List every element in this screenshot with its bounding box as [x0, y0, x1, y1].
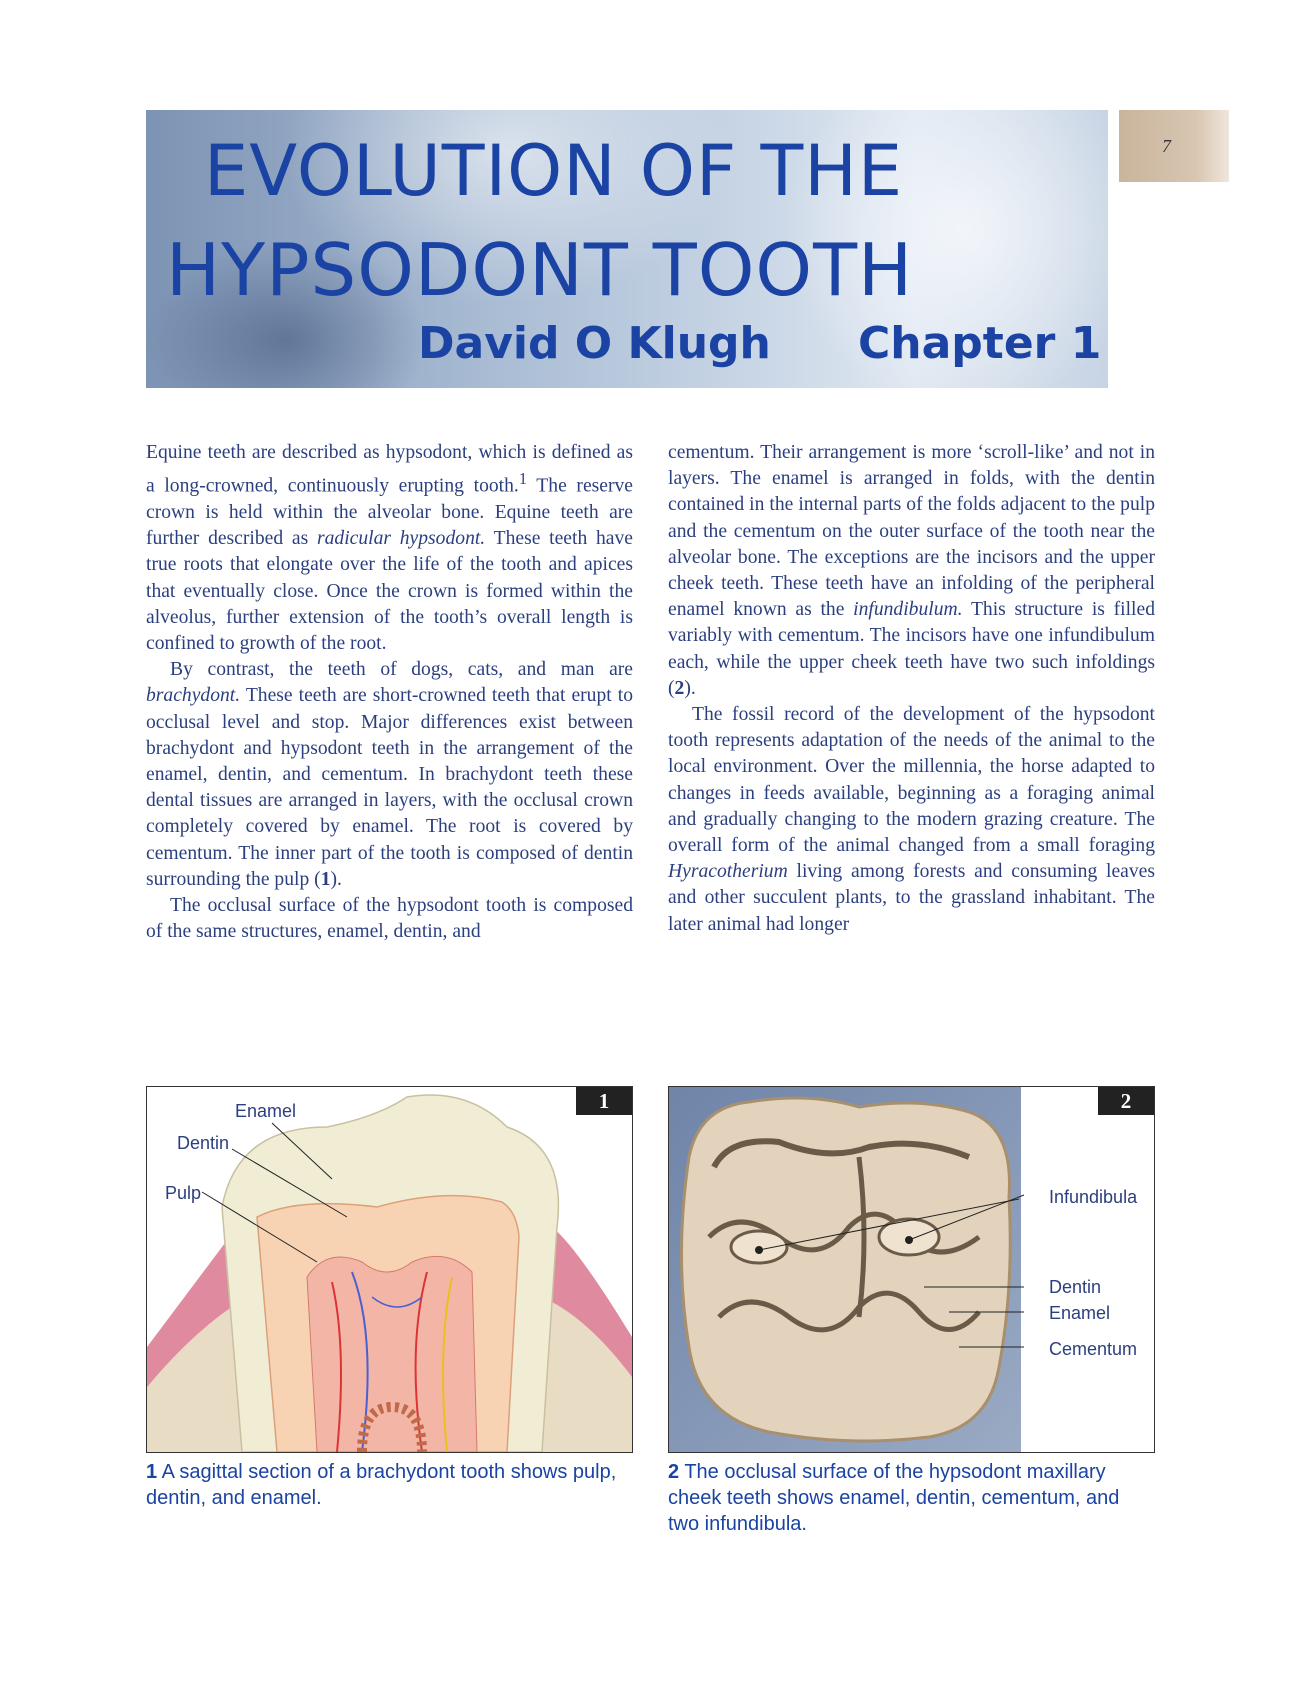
label-pulp: Pulp: [165, 1183, 202, 1203]
label-enamel: Enamel: [1049, 1303, 1111, 1323]
chapter-label: Chapter 1: [858, 318, 1102, 369]
label-dentin: Dentin: [1049, 1277, 1102, 1297]
figure-ref: 1: [320, 868, 331, 890]
paragraph: The occlusal surface of the hypsodont tooth is composed of the same structures, enamel, dentin, and: [146, 894, 633, 943]
figure-2-caption: 2 The occlusal surface of the hypsodont maxillary cheek teeth shows enamel, dentin, cementum, and two infundibula.: [668, 1461, 1120, 1535]
label-cementum: Cementum: [1049, 1339, 1138, 1359]
chapter-title-line1: EVOLUTION OF THE: [204, 130, 904, 212]
page-tab: [1119, 110, 1229, 182]
occlusal-surface-photo: [669, 1087, 1154, 1452]
text-column-left: [146, 440, 633, 945]
author-name: David O Klugh: [418, 318, 771, 369]
label-infundibula: Infundibula: [1049, 1187, 1138, 1207]
chapter-title-line2: HYPSODONT TOOTH: [166, 228, 914, 312]
chapter-banner: [146, 110, 1108, 388]
paragraph: Equine teeth are described as hypsodont, which is defined as a long-crowned, continuously erupting tooth.$^1$ The reserve crown is held within the alveolar bone. Equine teeth are further described as radicular hypsodont. These teeth have true roots that elongate over the life of the tooth and apices that eventually close. Once the crown is formed within the alveolus, further extension of the tooth’s overall length is confined to growth of the root.: [146, 442, 633, 654]
label-enamel: Enamel: [235, 1101, 297, 1121]
figure-ref: 2: [674, 677, 685, 699]
figure-2-occlusal-photo: [668, 1086, 1155, 1453]
figure-1-caption: 1 A sagittal section of a brachydont tooth shows pulp, dentin, and enamel.: [146, 1461, 617, 1509]
paragraph: cementum. Their arrangement is more ‘scroll-like’ and not in layers. The enamel is arranged in folds, with the dentin contained in the internal parts of the folds adjacent to the pulp and the cementum on the outer surface of the tooth near the alveolar bone. The exceptions are the incisors and the upper cheek teeth. These teeth have an infolding of the peripheral enamel known as the infundibulum. This structure is filled variably with cementum. The incisors have one infundibulum each, while the upper cheek teeth have two such infoldings (2).: [668, 442, 1155, 699]
paragraph: The fossil record of the development of the hypsodont tooth represents adaptation of the needs of the animal to the local environment. Over the millennia, the horse adapted to changes in feeds available, beginning as a foraging animal and gradually changing to the modern grazing creature. The overall form of the animal changed from a small foraging Hyracotherium living among forests and consuming leaves and other succulent plants, to the grassland inhabitant. The later animal had longer: [668, 704, 1155, 935]
paragraph: By contrast, the teeth of dogs, cats, and man are brachydont. These teeth are short-crowned teeth that erupt to occlusal level and stop. Major differences exist between brachydont and hypsodont teeth in the arrangement of the enamel, dentin, and cementum. In brachydont teeth these dental tissues are arranged in layers, with the occlusal crown completely covered by enamel. The root is covered by cementum. The inner part of the tooth is composed of dentin surrounding the pulp (1).: [146, 659, 633, 890]
figure-number-badge: 2: [1098, 1087, 1154, 1115]
figure-number-badge: 1: [576, 1087, 632, 1115]
footnote-ref: 1: [518, 469, 527, 489]
figure-1-tooth-diagram: [146, 1086, 633, 1453]
text-column-right: [668, 440, 1155, 938]
page-number: 7: [1162, 136, 1171, 156]
label-dentin: Dentin: [177, 1133, 230, 1153]
